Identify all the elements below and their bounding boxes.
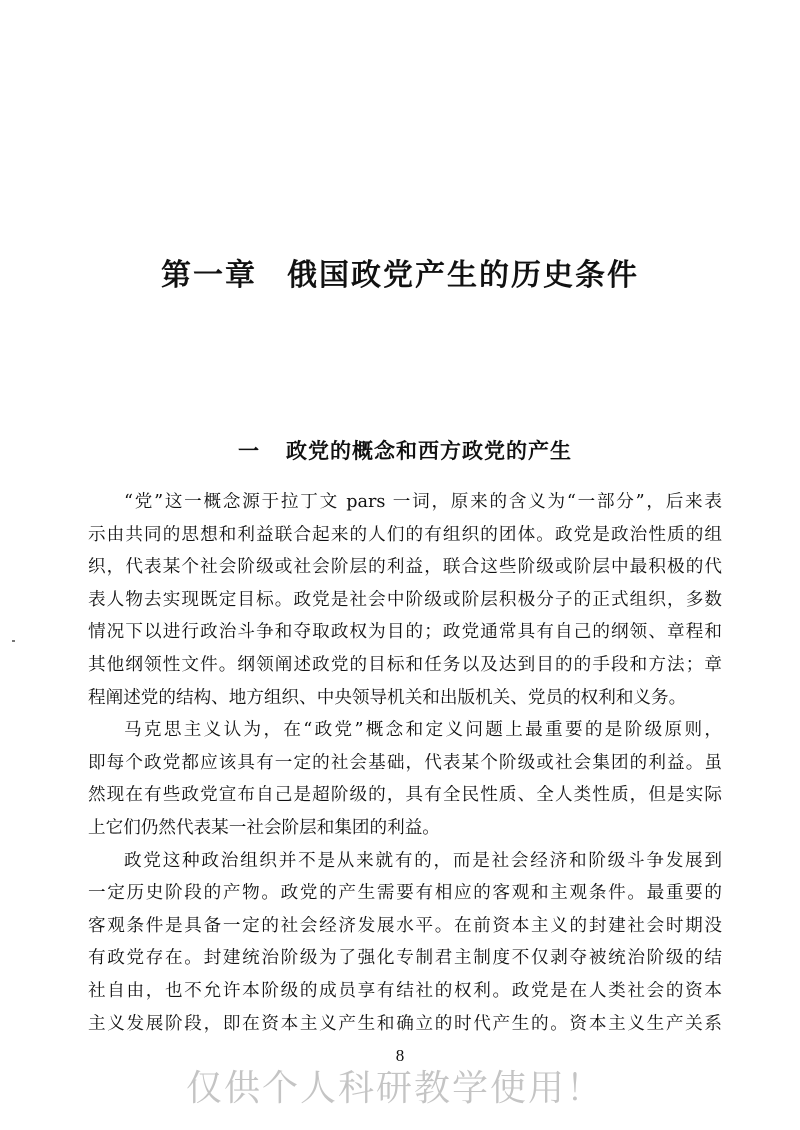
paragraph-line: 上它们仍然代表某一社会阶层和集团的利益。 bbox=[88, 817, 440, 838]
paragraph-line: 社自由，也不允许本阶级的成员享有结社的权利。政党是在人类社会的资本 bbox=[88, 980, 722, 1001]
body-text bbox=[88, 486, 722, 1040]
paragraph-line: 马克思主义认为，在“政党”概念和定义问题上最重要的是阶级原则， bbox=[124, 720, 722, 741]
section-title bbox=[0, 435, 800, 465]
paragraph-line: 情况下以进行政治斗争和夺取政权为目的；政党通常具有自己的纲领、章程和 bbox=[88, 622, 722, 643]
section-title-text: 政党的概念和西方政党的产生 bbox=[286, 438, 572, 463]
watermark: 仅供个人科研教学使用！ bbox=[185, 1068, 604, 1109]
paragraph-line: 主义发展阶段，即在资本主义产生和确立的时代产生的。资本主义生产关系 bbox=[88, 1013, 722, 1034]
paragraph-line: 其他纲领性文件。纲领阐述政党的目标和任务以及达到目的的手段和方法；章 bbox=[88, 654, 722, 675]
paragraph-line: 示由共同的思想和利益联合起来的人们的有组织的团体。政党是政治性质的组 bbox=[88, 524, 722, 545]
paragraph-line: 织，代表某个社会阶级或社会阶层的利益，联合这些阶级或阶层中最积极的代 bbox=[88, 557, 722, 578]
chapter-number: 第一章 bbox=[161, 258, 257, 293]
paragraph-line: 然现在有些政党宣布自己是超阶级的，具有全民性质、全人类性质，但是实际 bbox=[88, 785, 722, 806]
paragraph-line: 程阐述党的结构、地方组织、中央领导机关和出版机关、党员的权利和义务。 bbox=[88, 687, 687, 708]
paragraph-line: 一定历史阶段的产物。政党的产生需要有相应的客观和主观条件。最重要的 bbox=[88, 883, 722, 904]
paragraph-line: “党”这一概念源于拉丁文 pars 一词，原来的含义为“一部分”，后来表 bbox=[124, 492, 722, 512]
paragraph-line: 即每个政党都应该具有一定的社会基础，代表某个阶级或社会集团的利益。虽 bbox=[88, 752, 722, 773]
section-number: 一 bbox=[238, 438, 260, 463]
scan-margin-mark bbox=[12, 640, 15, 642]
chapter-title-text: 俄国政党产生的历史条件 bbox=[287, 258, 639, 293]
page-number: 8 bbox=[395, 1046, 405, 1065]
paragraph-line: 政党这种政治组织并不是从来就有的，而是社会经济和阶级斗争发展到 bbox=[124, 850, 722, 871]
paragraph-line: 表人物去实现既定目标。政党是社会中阶级或阶层积极分子的正式组织，多数 bbox=[88, 589, 722, 610]
chapter-title bbox=[0, 250, 800, 294]
paragraph-line: 客观条件是具备一定的社会经济发展水平。在前资本主义的封建社会时期没 bbox=[88, 915, 722, 936]
paragraph-line: 有政党存在。封建统治阶级为了强化专制君主制度不仅剥夺被统治阶级的结 bbox=[88, 948, 722, 969]
